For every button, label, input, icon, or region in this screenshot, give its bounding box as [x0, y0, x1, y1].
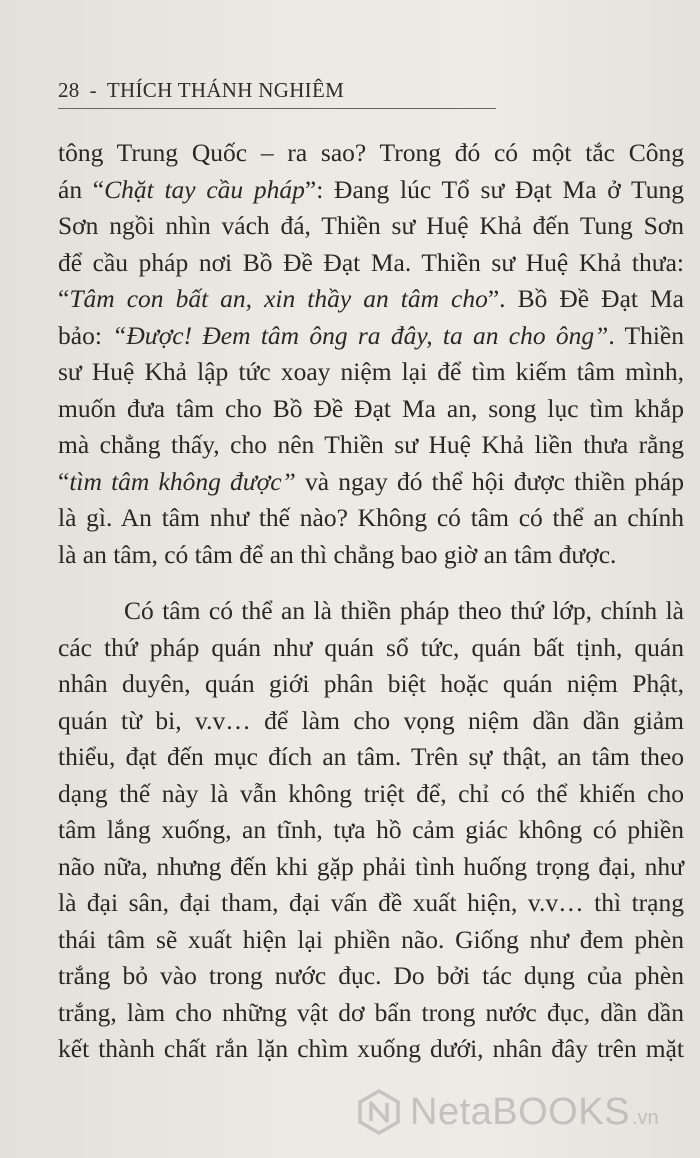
neta-logo-icon: [356, 1089, 402, 1135]
text-line: để cầu pháp nơi Bồ Đề Đạt Ma. Thiền sư Huệ Khả thưa:: [58, 247, 684, 277]
running-header: [58, 78, 496, 103]
text-line: là an tâm, có tâm để an thì chẳng bao giờ an tâm được.: [58, 539, 617, 569]
text-line: trắng bỏ vào trong nước đục. Do bởi tác dụng của phèn: [58, 961, 684, 990]
text-line: kết thành chất rắn lặn chìm xuống dưới, nhân đây trên mặt: [58, 1034, 684, 1063]
text-line: thái tâm sẽ xuất hiện lại phiền não. Giống như đem phèn: [58, 924, 684, 954]
text-line: trắng, làm cho những vật dơ bẩn trong nước đục, dần dần: [58, 997, 684, 1027]
running-title: THÍCH THÁNH NGHIÊM: [106, 78, 345, 102]
paragraph-1: [58, 135, 684, 573]
header-rule: [58, 108, 496, 109]
koan-title: Chặt tay cầu pháp: [104, 174, 305, 204]
paragraph-gap: [58, 573, 684, 593]
text-line: thiểu, đạt đến mục đích an tâm. Trên sự thật, an tâm theo: [58, 742, 684, 771]
watermark: [356, 1084, 696, 1140]
text-line: não nữa, nhưng đến khi gặp phải tình huống trọng đại, như: [58, 851, 684, 881]
text-line: là đại sân, đại tham, đại vấn đề xuất hiện, v.v… thì trạng: [58, 888, 684, 917]
text-line: nhân duyên, quán giới phân biệt hoặc quán niệm Phật,: [58, 669, 684, 698]
text-line: Sơn ngồi nhìn vách đá, Thiền sư Huệ Khả đến Tung Sơn: [58, 211, 684, 240]
watermark-text: NetaBOOKS: [410, 1090, 630, 1133]
text-line: “tìm tâm không được” và ngay đó thể hội được thiền pháp: [58, 466, 684, 496]
header-separator: -: [89, 78, 97, 102]
text-line: sư Huệ Khả lập tức xoay niệm lại để tìm kiếm tâm mình,: [58, 357, 684, 386]
text-line: bảo: “Được! Đem tâm ông ra đây, ta an cho ông”. Thiền: [58, 320, 684, 350]
italic-quote: tìm tâm không được”: [69, 466, 296, 496]
text-line: “Tâm con bất an, xin thầy an tâm cho”. Bồ Đề Đạt Ma: [58, 284, 684, 313]
text-line: muốn đưa tâm cho Bồ Đề Đạt Ma an, song lục tìm khắp: [58, 393, 684, 423]
italic-quote: Tâm con bất an, xin thầy an tâm cho: [69, 284, 488, 313]
paragraph-2: [58, 593, 684, 1068]
watermark-suffix: .vn: [631, 1106, 659, 1129]
italic-quote: “Được! Đem tâm ông ra đây, ta an cho ông”: [112, 320, 609, 350]
text-line: các thứ pháp quán như quán sổ tức, quán bất tịnh, quán: [58, 632, 684, 662]
text-line: tâm lắng xuống, an tĩnh, tựa hồ cảm giác không có phiền: [58, 815, 684, 844]
body-text: [58, 135, 684, 1068]
text-line: dạng thế này là vẫn không triệt để, chỉ có thể khiến cho: [58, 778, 684, 808]
page-number: 28: [58, 78, 80, 102]
text-line: tông Trung Quốc – ra sao? Trong đó có một tắc Công: [58, 138, 684, 167]
text-line: mà chẳng thấy, cho nên Thiền sư Huệ Khả liền thưa rằng: [58, 430, 684, 459]
text-line: án “Chặt tay cầu pháp”: Đang lúc Tổ sư Đạt Ma ở Tung: [58, 174, 684, 204]
text-line: là gì. An tâm như thế nào? Không có tâm có thể an chính: [58, 503, 684, 532]
text-line: Có tâm có thể an là thiền pháp theo thứ lớp, chính là: [124, 596, 684, 625]
text-line: quán từ bi, v.v… để làm cho vọng niệm dần dần giảm: [58, 705, 684, 735]
